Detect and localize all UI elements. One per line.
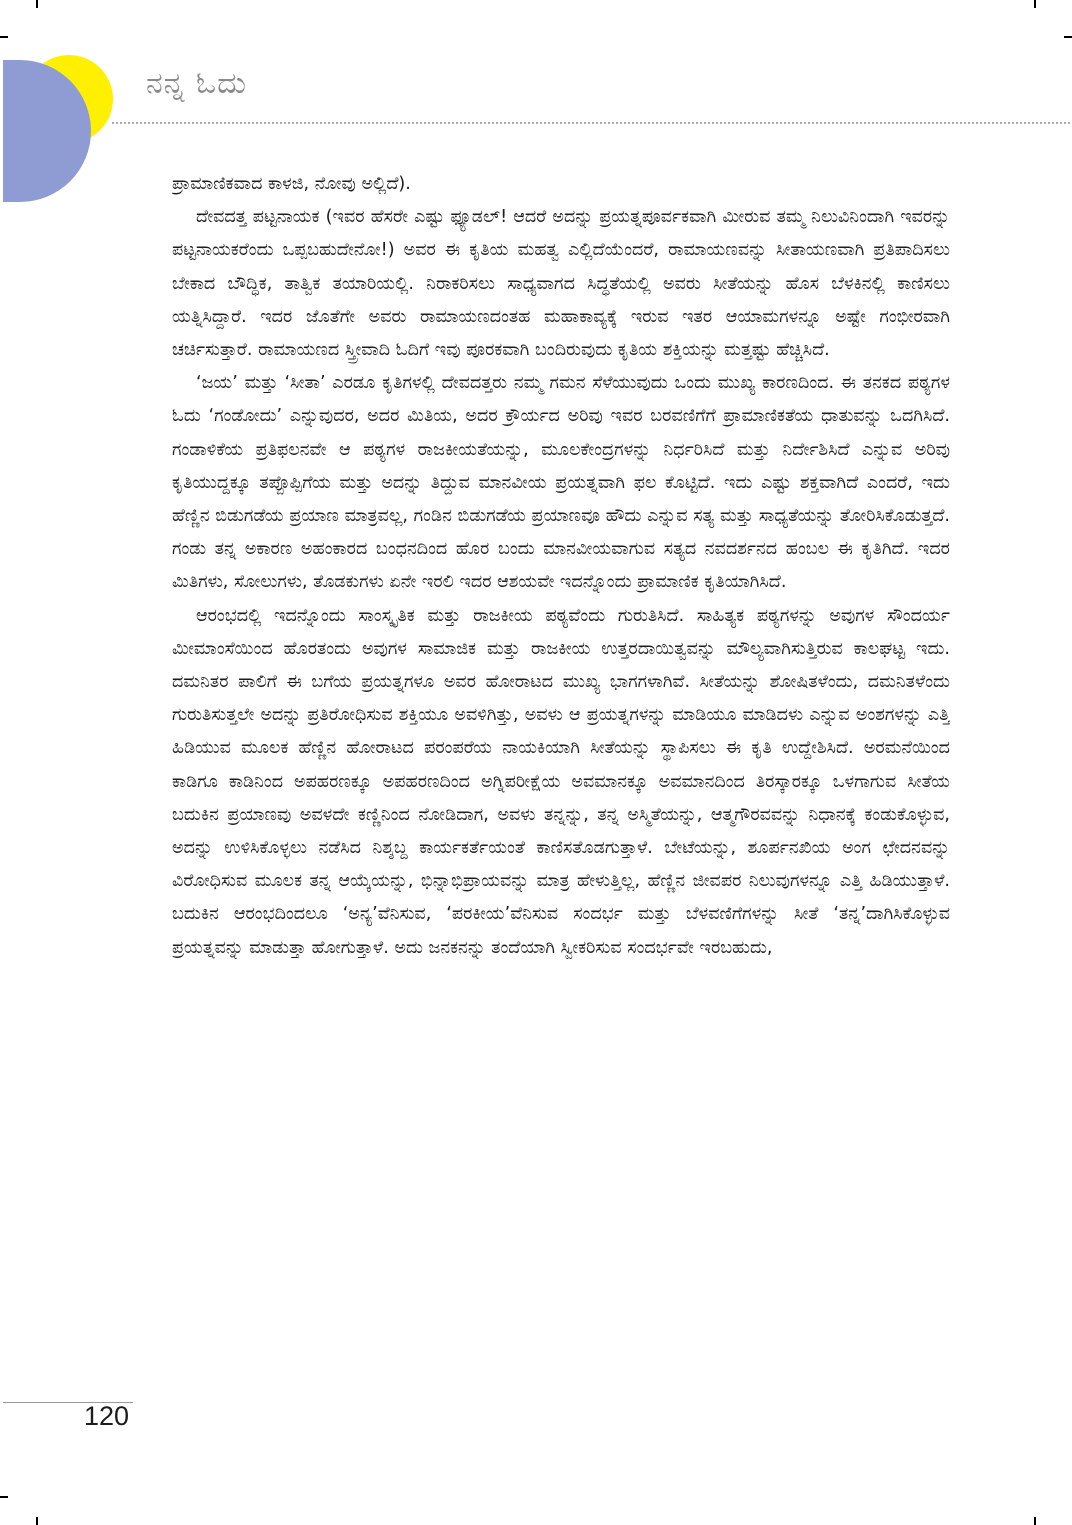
running-header-title: ನನ್ನ ಓದು [146,66,248,101]
crop-mark-top-left [36,0,38,8]
paragraph-3: ‘ಜಯ’ ಮತ್ತು ‘ಸೀತಾ’ ಎರಡೂ ಕೃತಿಗಳಲ್ಲಿ ದೇವದತ್ತರು ನಮ್ಮ ಗಮನ ಸೆಳೆಯುವುದು ಒಂದು ಮುಖ್ಯ ಕಾರಣದಿಂದ. ಈ ತನಕದ ಪಠ್ಯಗಳ ಓದು ‘ಗಂಡೋದು’ ಎನ್ನುವುದರ, ಅದರ ಮಿತಿಯ, ಅದರ ಕ್ರೌರ್ಯದ ಅರಿವು ಇವರ ಬರವಣಿಗೆಗೆ ಪ್ರಾಮಾಣಿಕತೆಯ ಧಾತುವನ್ನು ಒದಗಿಸಿದೆ. ಗಂಡಾಳಿಕೆಯ ಪ್ರತಿಫಲನವೇ ಆ ಪಠ್ಯಗಳ ರಾಜಕೀಯತೆಯನ್ನು, ಮೂಲಕೇಂದ್ರಗಳನ್ನು ನಿರ್ಧರಿಸಿದೆ ಮತ್ತು ನಿರ್ದೇಶಿಸಿದೆ ಎನ್ನುವ ಅರಿವು ಕೃತಿಯುದ್ದಕ್ಕೂ ತಪ್ಪೊಪ್ಪಿಗೆಯ ಮತ್ತು ಅದನ್ನು ತಿದ್ದುವ ಮಾನವೀಯ ಪ್ರಯತ್ನವಾಗಿ ಫಲ ಕೊಟ್ಟಿದೆ. ಇದು ಎಷ್ಟು ಶಕ್ತವಾಗಿದೆ ಎಂದರೆ, ಇದು ಹೆಣ್ಣಿನ ಬಿಡುಗಡೆಯ ಪ್ರಯಾಣ ಮಾತ್ರವಲ್ಲ, ಗಂಡಿನ ಬಿಡುಗಡೆಯ ಪ್ರಯಾಣವೂ ಹೌದು ಎನ್ನುವ ಸತ್ಯ ಮತ್ತು ಸಾಧ್ಯತೆಯನ್ನು ತೋರಿಸಿಕೊಡುತ್ತದೆ. ಗಂಡು ತನ್ನ ಅಕಾರಣ ಅಹಂಕಾರದ ಬಂಧನದಿಂದ ಹೊರ ಬಂದು ಮಾನವೀಯವಾಗುವ ಸತ್ಯದ ನವದರ್ಶನದ ಹಂಬಲ ಈ ಕೃತಿಗಿದೆ. ಇದರ ಮಿತಿಗಳು, ಸೋಲುಗಳು, ತೊಡಕುಗಳು ಏನೇ ಇರಲಿ ಇದರ ಆಶಯವೇ ಇದನ್ನೊಂದು ಪ್ರಾಮಾಣಿಕ ಕೃತಿಯಾಗಿಸಿದೆ. [172,373,950,593]
crop-mark-top-right [1034,0,1036,8]
paragraph-4: ಆರಂಭದಲ್ಲಿ ಇದನ್ನೊಂದು ಸಾಂಸ್ಕೃತಿಕ ಮತ್ತು ರಾಜಕೀಯ ಪಠ್ಯವೆಂದು ಗುರುತಿಸಿದೆ. ಸಾಹಿತ್ಯಕ ಪಠ್ಯಗಳನ್ನು ಅವುಗಳ ಸೌಂದರ್ಯ ಮೀಮಾಂಸೆಯಿಂದ ಹೊರತಂದು ಅವುಗಳ ಸಾಮಾಜಿಕ ಮತ್ತು ರಾಜಕೀಯ ಉತ್ತರದಾಯಿತ್ವವನ್ನು ಮೌಲ್ಯವಾಗಿಸುತ್ತಿರುವ ಕಾಲಘಟ್ಟ ಇದು. ದಮನಿತರ ಪಾಲಿಗೆ ಈ ಬಗೆಯ ಪ್ರಯತ್ನಗಳೂ ಅವರ ಹೋರಾಟದ ಮುಖ್ಯ ಭಾಗಗಳಾಗಿವೆ. ಸೀತೆಯನ್ನು ಶೋಷಿತಳೆಂದು, ದಮನಿತಳೆಂದು ಗುರುತಿಸುತ್ತಲೇ ಅದನ್ನು ಪ್ರತಿರೋಧಿಸುವ ಶಕ್ತಿಯೂ ಅವಳಿಗಿತ್ತು, ಅವಳು ಆ ಪ್ರಯತ್ನಗಳನ್ನು ಮಾಡಿಯೂ ಮಾಡಿದಳು ಎನ್ನುವ ಅಂಶಗಳನ್ನು ಎತ್ತಿ ಹಿಡಿಯುವ ಮೂಲಕ ಹೆಣ್ಣಿನ ಹೋರಾಟದ ಪರಂಪರೆಯ ನಾಯಕಿಯಾಗಿ ಸೀತೆಯನ್ನು ಸ್ಥಾಪಿಸಲು ಈ ಕೃತಿ ಉದ್ದೇಶಿಸಿದೆ. ಅರಮನೆಯಿಂದ ಕಾಡಿಗೂ ಕಾಡಿನಿಂದ ಅಪಹರಣಕ್ಕೂ ಅಪಹರಣದಿಂದ ಅಗ್ನಿಪರೀಕ್ಷೆಯ ಅವಮಾನಕ್ಕೂ ಅವಮಾನದಿಂದ ತಿರಸ್ಕಾರಕ್ಕೂ ಒಳಗಾಗುವ ಸೀತೆಯ ಬದುಕಿನ ಪ್ರಯಾಣವು ಅವಳದೇ ಕಣ್ಣಿನಿಂದ ನೋಡಿದಾಗ, ಅವಳು ತನ್ನನ್ನು, ತನ್ನ ಅಸ್ಮಿತೆಯನ್ನು, ಆತ್ಮಗೌರವವನ್ನು ನಿಧಾನಕ್ಕೆ ಕಂಡುಕೊಳ್ಳುವ, ಅದನ್ನು ಉಳಿಸಿಕೊಳ್ಳಲು ನಡೆಸಿದ ನಿಶ್ಶಬ್ದ ಕಾರ್ಯಕರ್ತೆಯಂತೆ ಕಾಣಿಸತೊಡಗುತ್ತಾಳೆ. ಬೇಟೆಯನ್ನು, ಶೂರ್ಪನಖಿಯ ಅಂಗ ಛೇದನವನ್ನು ವಿರೋಧಿಸುವ ಮೂಲಕ ತನ್ನ ಆಯ್ಕೆಯನ್ನು, ಭಿನ್ನಾಭಿಪ್ರಾಯವನ್ನು ಮಾತ್ರ ಹೇಳುತ್ತಿಲ್ಲ, ಹೆಣ್ಣಿನ ಜೀವಪರ ನಿಲುವುಗಳನ್ನೂ ಎತ್ತಿ ಹಿಡಿಯುತ್ತಾಳೆ. ಬದುಕಿನ ಆರಂಭದಿಂದಲೂ ‘ಅನ್ಯ’ವೆನಿಸುವ, ‘ಪರಕೀಯ’ವೆನಿಸುವ ಸಂದರ್ಭ ಮತ್ತು ಬೆಳವಣಿಗೆಗಳನ್ನು ಸೀತೆ ‘ತನ್ನ’ದಾಗಿಸಿಕೊಳ್ಳುವ ಪ್ರಯತ್ನವನ್ನು ಮಾಡುತ್ತಾ ಹೋಗುತ್ತಾಳೆ. ಅದು ಜನಕನನ್ನು ತಂದೆಯಾಗಿ ಸ್ವೀಕರಿಸುವ ಸಂದರ್ಭವೇ ಇರಬಹುದು, [172,605,950,958]
crop-mark-bottom-right [1034,1517,1036,1525]
crop-mark-left-upper [0,36,8,38]
crop-mark-bottom-left [36,1517,38,1525]
crop-mark-left-lower [0,1496,8,1498]
page-number: 120 [84,1401,130,1431]
body-text [172,168,950,1398]
header-dotted-rule [112,122,1070,124]
crop-mark-right-upper [1064,36,1072,38]
paragraph-2: ದೇವದತ್ತ ಪಟ್ಟನಾಯಕ (ಇವರ ಹೆಸರೇ ಎಷ್ಟು ಫ್ಯೂಡಲ್! ಆದರೆ ಅದನ್ನು ಪ್ರಯತ್ನಪೂರ್ವಕವಾಗಿ ಮೀರುವ ತಮ್ಮ ನಿಲುವಿನಿಂದಾಗಿ ಇವರನ್ನು ಪಟ್ಟನಾಯಕರೆಂದು ಒಪ್ಪಬಹುದೇನೋ!) ಅವರ ಈ ಕೃತಿಯ ಮಹತ್ವ ಎಲ್ಲಿದೆಯೆಂದರೆ, ರಾಮಾಯಣವನ್ನು ಸೀತಾಯಣವಾಗಿ ಪ್ರತಿಪಾದಿಸಲು ಬೇಕಾದ ಬೌದ್ಧಿಕ, ತಾತ್ವಿಕ ತಯಾರಿಯಲ್ಲಿ. ನಿರಾಕರಿಸಲು ಸಾಧ್ಯವಾಗದ ಸಿದ್ಧತೆಯಲ್ಲಿ ಅವರು ಸೀತೆಯನ್ನು ಹೊಸ ಬೆಳಕಿನಲ್ಲಿ ಕಾಣಿಸಲು ಯತ್ನಿಸಿದ್ದಾರೆ. ಇದರ ಜೊತೆಗೇ ಅವರು ರಾಮಾಯಣದಂತಹ ಮಹಾಕಾವ್ಯಕ್ಕೆ ಇರುವ ಇತರ ಆಯಾಮಗಳನ್ನೂ ಅಷ್ಟೇ ಗಂಭೀರವಾಗಿ ಚರ್ಚಿಸುತ್ತಾರೆ. ರಾಮಾಯಣದ ಸ್ತ್ರೀವಾದಿ ಓದಿಗೆ ಇವು ಪೂರಕವಾಗಿ ಬಂದಿರುವುದು ಕೃತಿಯ ಶಕ್ತಿಯನ್ನು ಮತ್ತಷ್ಟು ಹೆಚ್ಚಿಸಿದೆ. [172,207,950,361]
paragraph-1: ಪ್ರಾಮಾಣಿಕವಾದ ಕಾಳಜಿ, ನೋವು ಅಲ್ಲಿದೆ). [172,174,411,194]
